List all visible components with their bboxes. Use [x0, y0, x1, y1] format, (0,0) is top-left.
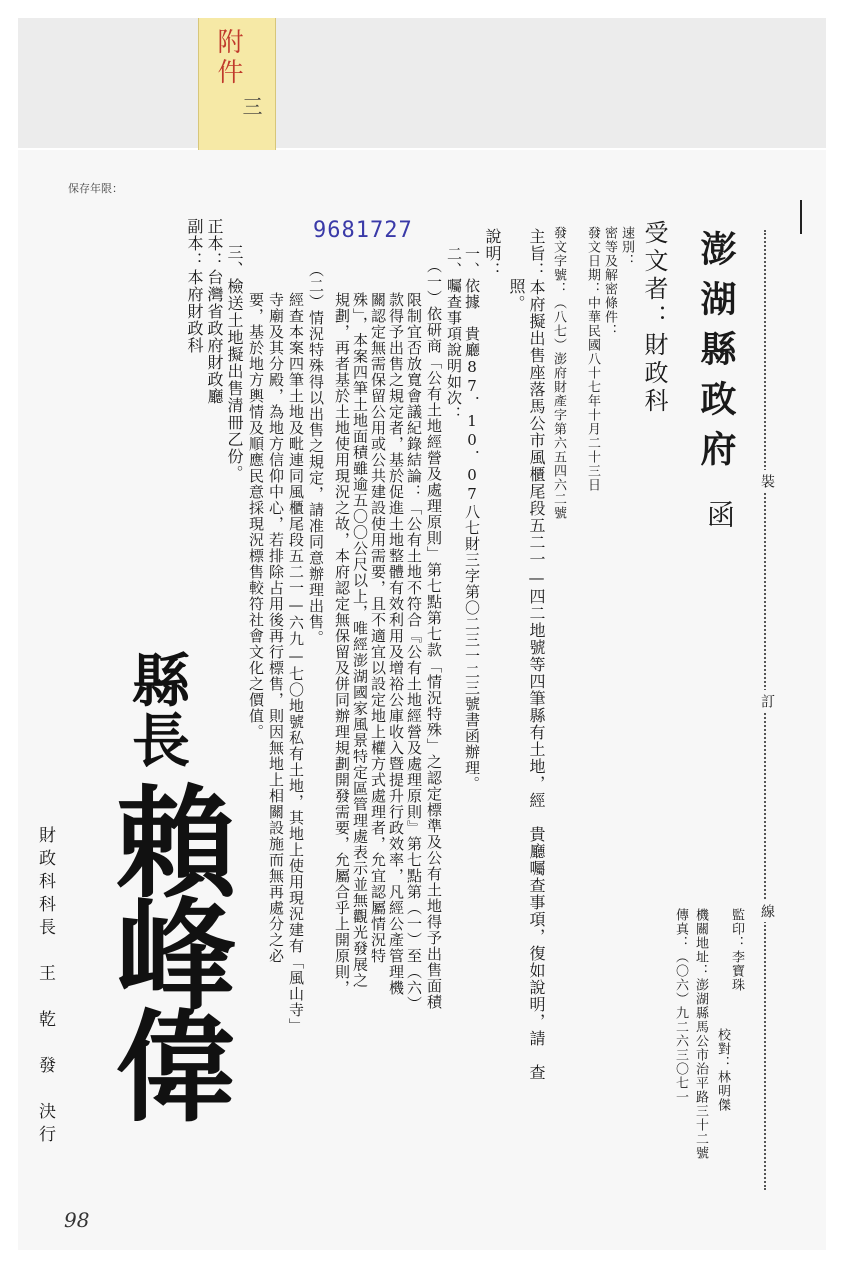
signature-title: 縣長 — [122, 650, 190, 770]
retention-period: 保存年限： — [68, 182, 123, 195]
sub-item-2-line: 要，基於地方輿情及順應民意採現況標售較符社會文化之價值。 — [247, 292, 265, 740]
signature-name: 賴峰偉 — [96, 780, 237, 1116]
seal-mark-line: 線 — [757, 900, 777, 922]
explanation-heading: 說明： — [483, 228, 502, 279]
security-level: 密等及解密條件： — [602, 226, 617, 338]
page-number: 98 — [64, 1208, 90, 1232]
document-type: 函 — [703, 500, 736, 528]
sub-item-1-line: 款得予出售之規定者，基於促進土地整體有效利用及增裕公庫收入暨提升行政效率，凡經公產管理機 — [387, 292, 405, 996]
issue-date: 發文日期：中華民國八十七年十月二十三日 — [585, 226, 600, 492]
delivery-speed: 速別： — [619, 226, 634, 268]
seal-mark-bind: 裝 — [757, 470, 777, 492]
recipient: 受文者：財政科 — [640, 220, 668, 416]
proofreader: 校對：林明傑 — [715, 1028, 730, 1112]
government-title: 澎湖縣政府 — [695, 230, 737, 480]
agency-address: 機關地址：澎湖縣馬公市治平路三十二號 — [693, 908, 708, 1160]
explanation-item-3: 三、檢送土地擬出售清冊乙份。 — [225, 244, 244, 482]
document-number: 發文字號：（八七）澎府財產字第六五四六二號 — [551, 226, 566, 520]
sub-item-1-line: （一）依研商「公有土地經營及處理原則」第七點第七款「情況特殊」之認定標準及公有土地得予出售面積 — [425, 258, 443, 1010]
sub-item-1-line: 關認定無需保留公用或公共建設使用需要，且不適宜以設定地上權方式處理者，允宜認屬情況特 — [369, 292, 387, 964]
subject-line-2: 照。 — [507, 278, 526, 312]
attachment-tab-label: 附件 — [213, 28, 243, 88]
fax-number: 傳真：（〇六）九二六三〇七一 — [673, 908, 688, 1104]
sub-item-2-line: 經查本案四筆土地及毗連同風櫃尾段五二一—六九—七〇地號私有土地，其地上使用現況建有「風山寺」 — [287, 292, 305, 1034]
attachment-tab-number: 三 — [239, 96, 263, 116]
approving-officer: 財政科科長 王 乾 發 決行 — [35, 826, 55, 1148]
sub-item-1-line: 限制宜否放寬會議紀錄結論：「公有土地不符合『公有土地經營及處理原則』第七點第（一）至（六） — [405, 292, 423, 1012]
seal-mark-staple: 訂 — [757, 690, 777, 712]
subject-line-1: 主旨：本府擬出售座落馬公市風櫃尾段五二一—四二地號等四筆縣有土地，經 貴廳囑查事項，復如說明，請 查 — [527, 228, 546, 1081]
scan-top-margin — [18, 18, 826, 148]
distribution-main: 正本：台灣省政府財政廳 — [205, 218, 224, 405]
sub-item-2-line: （二）情況特殊得以出售之規定，請准同意辦理出售。 — [307, 262, 325, 646]
sub-item-1-line: 規劃，再者基於土地使用現況之故，本府認定無保留及併同辦理規劃開發需要，允屬合乎上開原則， — [333, 292, 351, 996]
explanation-item-1: 一、依據 貴廳87．10．07八七財三字第〇二三一二三號書函辦理。 — [463, 246, 481, 792]
sub-item-2-line: 寺廟及其分殿，為地方信仰中心，若排除占用後再行標售，則因無地上相關設施而無再處分之必 — [267, 292, 285, 964]
serial-stamp: 9681727 — [313, 218, 413, 243]
attachment-tab — [198, 18, 276, 150]
margin-mark — [800, 200, 802, 234]
explanation-item-2: 二、囑查事項說明如次： — [445, 246, 463, 422]
sub-item-1-line: 殊」，本案四筆土地面積雖逾五〇〇公尺以上，唯經澎湖國家風景特定區管理處表示並無觀光發展之 — [351, 292, 369, 989]
seal-supervisor: 監印：李寶珠 — [729, 908, 744, 992]
distribution-copy: 副本：本府財政科 — [185, 218, 204, 354]
